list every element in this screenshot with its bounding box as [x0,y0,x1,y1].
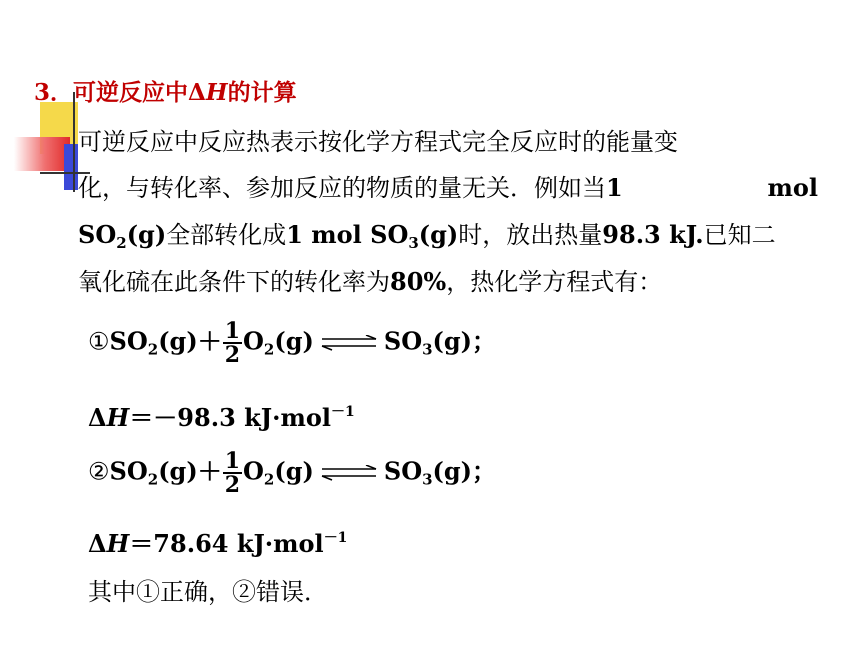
paragraph-line-2: 化，与转化率、参加反应的物质的量无关．例如当1 mol [78,173,818,202]
paragraph-line-3: $SO_2(g)$全部转化成1 mol $SO_3(g)$时，放出热量98.3 kJ.已知二 [78,220,776,252]
equation-1: $①SO_2(g)+$ $\frac{1}{2}$ $O_2(g)$ $SO_3(g)$； [88,318,497,368]
fraction-one-half: $\frac{1}{2}$ [224,448,241,498]
paragraph-line-4: 氧化硫在此条件下的转化率为80%，热化学方程式有： [78,267,663,296]
corner-decoration-blue [64,144,78,190]
fraction-one-half: $\frac{1}{2}$ [224,318,241,368]
equation-2: $②SO_2(g)+$ $\frac{1}{2}$ $O_2(g)$ $SO_3(g)$； [88,448,497,498]
paragraph-line-1: 可逆反应中反应热表示按化学方程式完全反应时的能量变 [78,128,678,156]
corner-decoration-red [14,137,70,171]
equilibrium-arrow-icon [320,465,378,481]
enthalpy-1: ΔH＝－98.3 kJ·mol$^{-1}$ [88,403,355,432]
equilibrium-arrow-icon [320,335,378,351]
conclusion-text: 其中①正确，②错误． [88,578,328,606]
corner-decoration-vertical-line [73,92,75,192]
section-heading: 3．可逆反应中ΔH的计算 [34,79,297,106]
enthalpy-2: ΔH＝78.64 kJ·mol$^{-1}$ [88,529,348,558]
